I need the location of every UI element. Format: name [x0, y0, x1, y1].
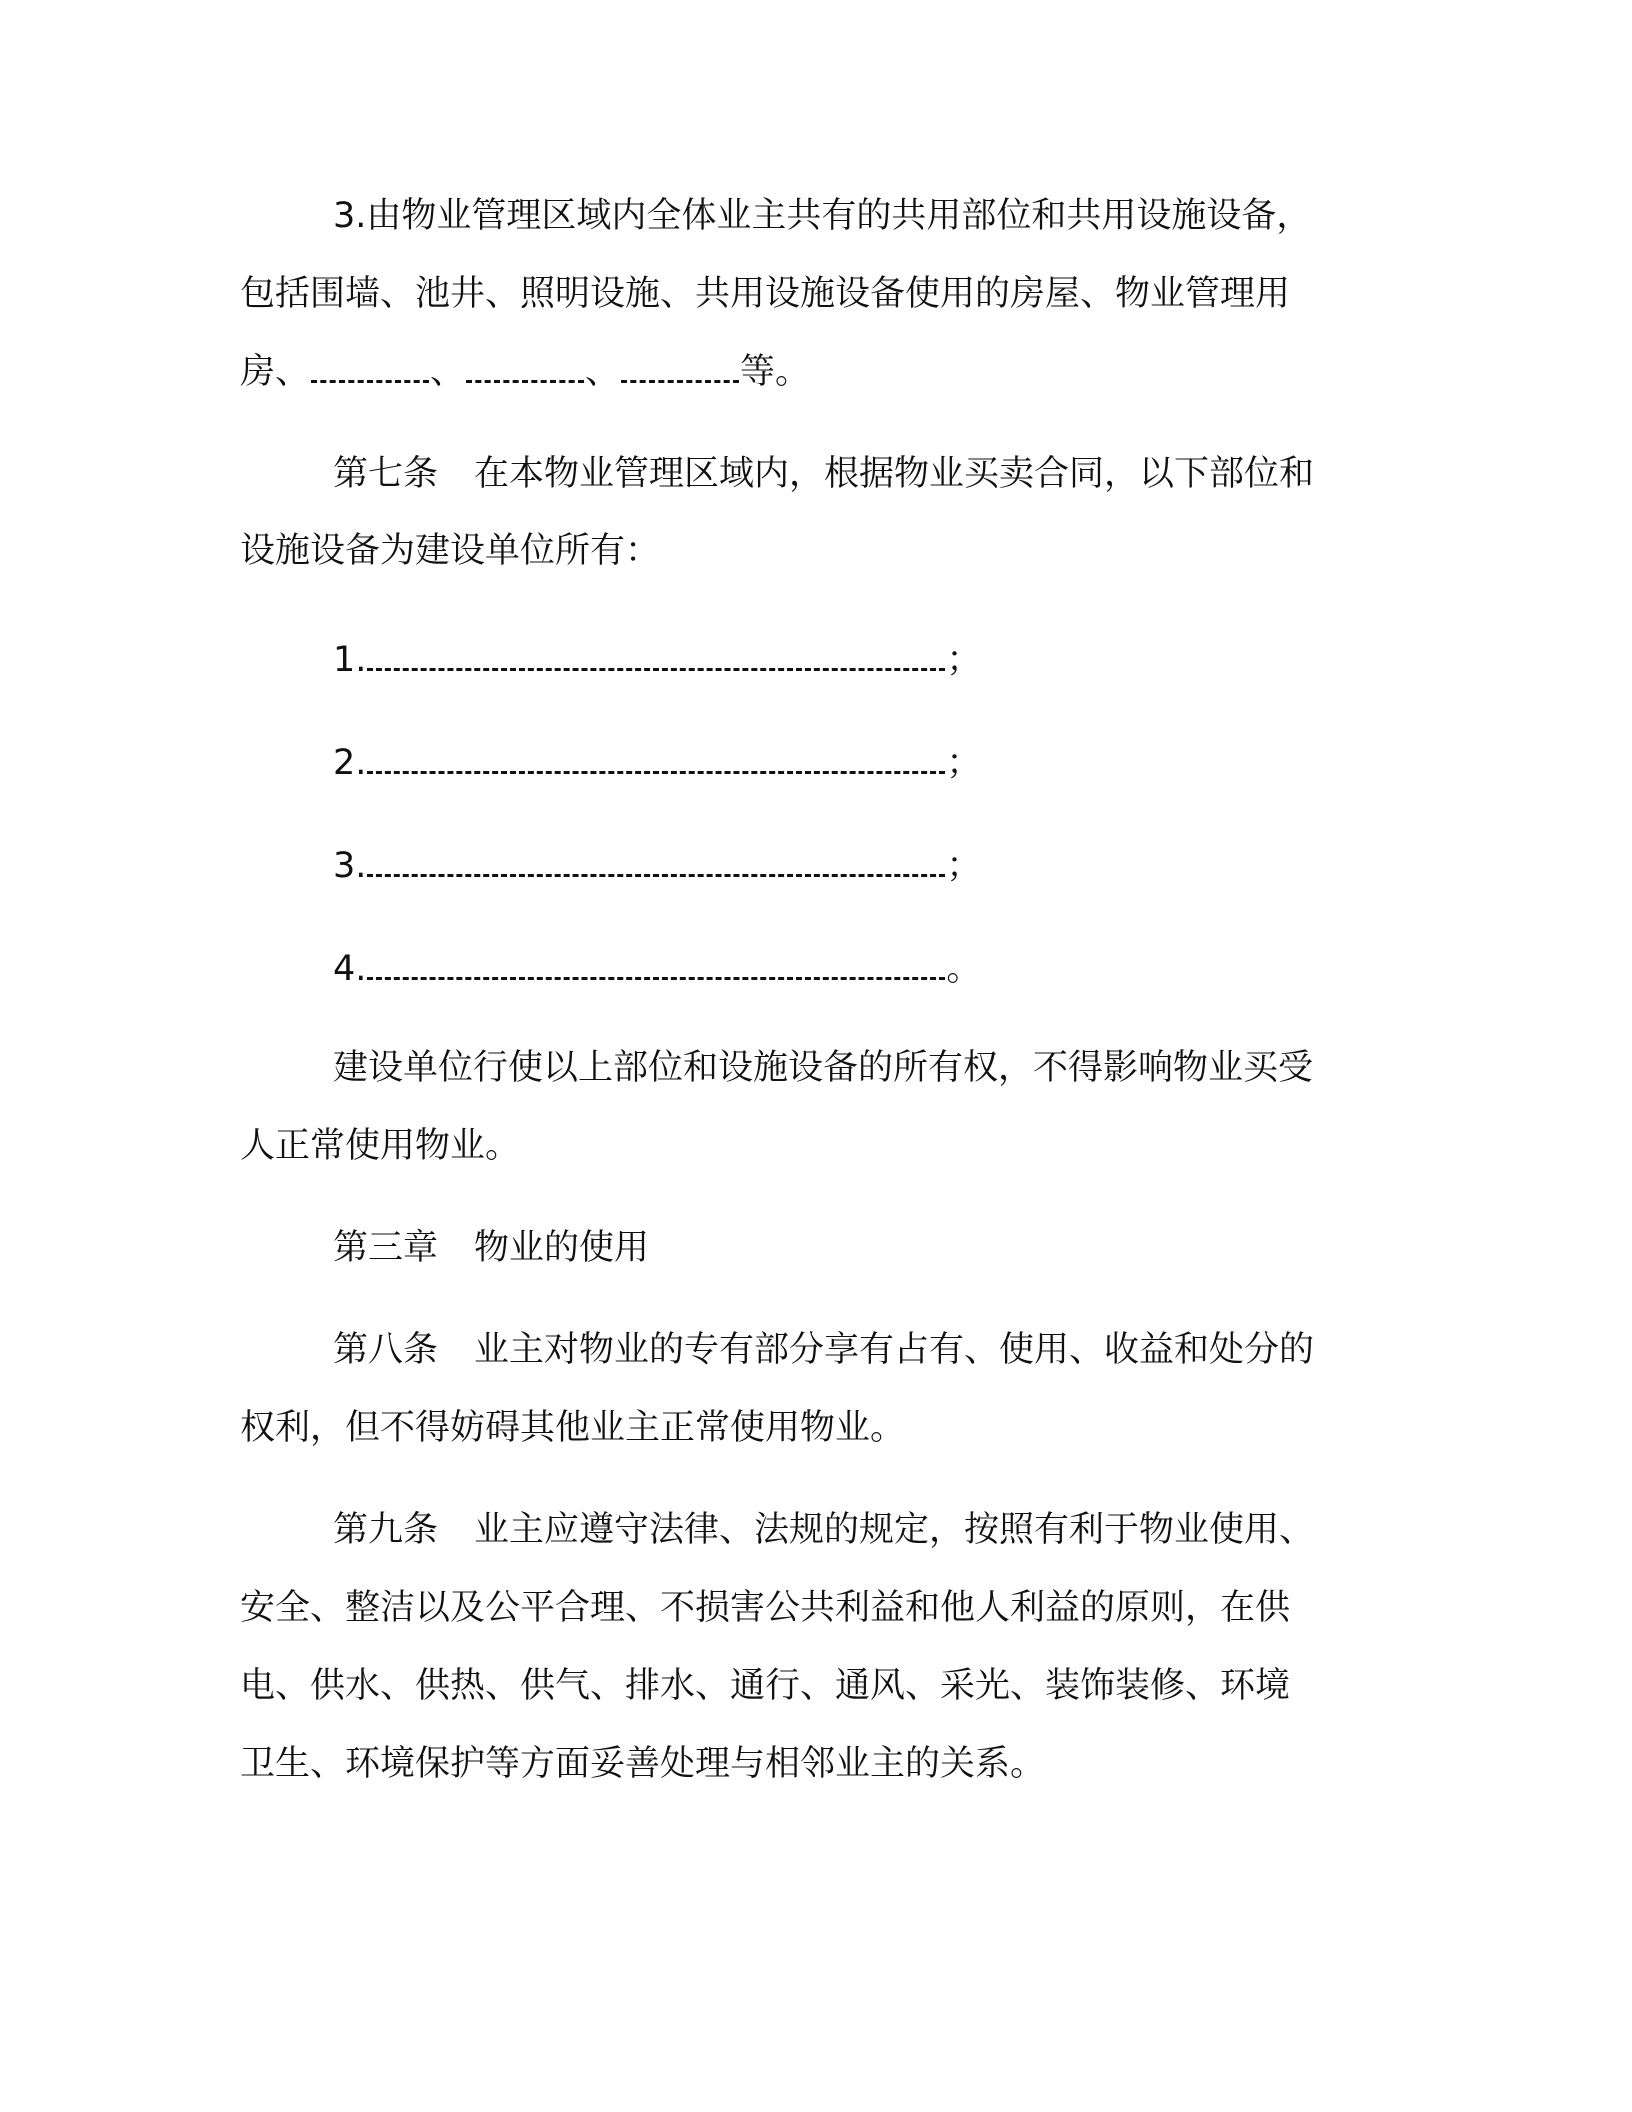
fill-in-blank[interactable]	[311, 350, 429, 383]
article-8-text: 业主对物业的专有部分享有占有、使用、收益和处分的	[474, 1330, 1315, 1370]
fill-in-blank[interactable]	[367, 844, 945, 877]
fill-in-blank[interactable]	[466, 350, 584, 383]
article-9-label: 第九条	[333, 1510, 439, 1550]
list-item-end: ；	[946, 743, 982, 783]
list-item	[333, 844, 981, 888]
article-9-line-4: 卫生、环境保护等方面妥善处理与相邻业主的关系。	[240, 1744, 1046, 1784]
list-item-end: ；	[946, 846, 982, 886]
ownership-note-line-2: 人正常使用物业。	[240, 1126, 521, 1166]
chapter-label: 第三章	[333, 1228, 439, 1268]
article-9-line-2: 安全、整洁以及公平合理、不损害公共利益和他人利益的原则，在供	[240, 1588, 1291, 1628]
article-7-line-2: 设施设备为建设单位所有：	[240, 531, 661, 571]
list-item	[333, 947, 981, 991]
list-item-number: 4.	[333, 949, 367, 989]
list-item-number: 3.	[333, 846, 367, 886]
ownership-note-line-1: 建设单位行使以上部位和设施设备的所有权，不得影响物业买受	[333, 1048, 1314, 1088]
fill-in-blank[interactable]	[367, 947, 945, 980]
fill-in-blank[interactable]	[367, 741, 945, 774]
list-item	[333, 638, 981, 682]
para-3-suffix: 等。	[740, 352, 811, 392]
para-3-line-2: 包括围墙、池井、照明设施、共用设施设备使用的房屋、物业管理用	[240, 274, 1291, 314]
fill-in-blank[interactable]	[367, 638, 945, 671]
para-3-prefix: 房、	[240, 352, 311, 392]
list-item-end: ；	[946, 640, 982, 680]
article-9-line-3: 电、供水、供热、供气、排水、通行、通风、采光、装饰装修、环境	[240, 1666, 1291, 1706]
fill-in-blank[interactable]	[621, 350, 739, 383]
list-item-end: 。	[946, 949, 982, 989]
chapter-title: 物业的使用	[474, 1228, 650, 1268]
article-8-line-2: 权利，但不得妨碍其他业主正常使用物业。	[240, 1408, 906, 1448]
article-9-text: 业主应遵守法律、法规的规定，按照有利于物业使用、	[474, 1510, 1315, 1550]
article-9-line-1	[333, 1508, 1314, 1552]
separator: 、	[585, 352, 621, 392]
chapter-heading	[333, 1226, 649, 1270]
article-8-line-1	[333, 1328, 1314, 1372]
para-3-line-1: 3.由物业管理区域内全体业主共有的共用部位和共用设施设备，	[333, 196, 1312, 236]
article-7-text: 在本物业管理区域内，根据物业买卖合同，以下部位和	[474, 454, 1315, 494]
list-item	[333, 741, 981, 785]
list-item-number: 1.	[333, 640, 367, 680]
article-8-label: 第八条	[333, 1330, 439, 1370]
article-7-label: 第七条	[333, 454, 439, 494]
para-3-line-3	[240, 350, 810, 394]
list-item-number: 2.	[333, 743, 367, 783]
separator: 、	[430, 352, 466, 392]
article-7-line-1	[333, 452, 1314, 496]
